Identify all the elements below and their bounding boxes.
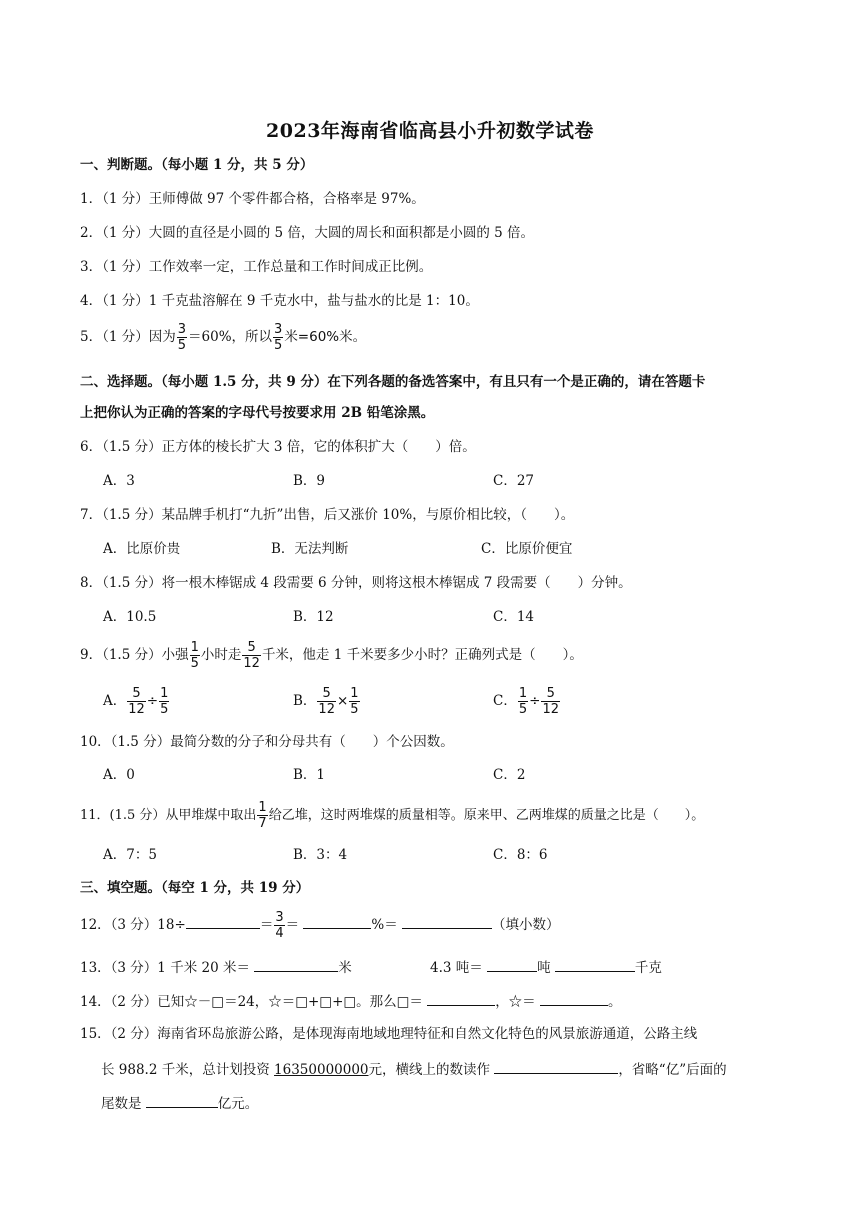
q8-option-a[interactable]: A．10.5 (103, 609, 157, 625)
q13-text-a: 13．（3 分）1 千米 20 米＝ (80, 960, 250, 976)
q15-text-c: ，省略“亿”后面的 (618, 1062, 727, 1078)
q14-text-c: 。 (607, 994, 622, 1010)
q9-b-frac2-den: 5 (350, 702, 359, 717)
section-2-heading-line1: 二、选择题。（每小题 1.5 分，共 9 分）在下列各题的备选答案中，有且只有一个是正确的，请在答题卡 (80, 374, 706, 390)
q14-text-a: 14．（2 分）已知☆－□＝24，☆＝□+□+□。那么□＝ (80, 994, 423, 1010)
q13-blank-2[interactable] (487, 956, 537, 972)
q9-frac1-den: 5 (190, 656, 199, 671)
q11-frac-den: 7 (258, 816, 267, 831)
q12-fraction (274, 910, 284, 941)
question-13-part-2 (430, 956, 662, 978)
q8-option-b[interactable]: B．12 (293, 609, 334, 625)
q11-fraction (257, 800, 267, 831)
q9-c-frac2-den: 12 (542, 702, 559, 717)
q15-text-d: 尾数是 (101, 1096, 142, 1112)
q5-frac2-den: 5 (274, 338, 283, 353)
q5-frac1-den: 5 (177, 338, 187, 353)
q14-blank-2[interactable] (540, 990, 608, 1006)
q9-b-frac1 (317, 686, 336, 717)
q12-text-e: %＝ (371, 917, 398, 933)
q15-blank-2[interactable] (146, 1092, 218, 1108)
q6-option-b[interactable]: B．9 (293, 473, 326, 489)
q11-option-a[interactable]: A．7：5 (103, 847, 157, 863)
q13-text-b: 米 (338, 960, 352, 976)
question-1: 1．（1 分）王师傅做 97 个零件都合格，合格率是 97%。 (80, 191, 425, 207)
q9-c-frac1-den: 5 (518, 702, 528, 717)
q12-text-b: ＝ (259, 917, 274, 933)
q5-fraction-2 (273, 322, 283, 353)
q15-text-a: 长 988.2 千米，总计划投资 (101, 1062, 270, 1078)
q13-blank-1[interactable] (254, 956, 338, 972)
q5-frac2-num: 3 (274, 322, 283, 337)
q9-frac2-num: 5 (242, 640, 261, 656)
q10-option-b[interactable]: B．1 (293, 767, 326, 783)
q9-a-frac1-num: 5 (127, 686, 146, 702)
q5-text-c: 米=60%米。 (284, 329, 367, 345)
question-3: 3．（1 分）工作效率一定，工作总量和工作时间成正比例。 (80, 259, 433, 275)
q13-text-e: 千克 (634, 960, 662, 976)
question-15-line2 (101, 1058, 727, 1080)
question-10: 10．（1.5 分）最简分数的分子和分母共有（ ）个公因数。 (80, 734, 454, 750)
question-2: 2．（1 分）大圆的直径是小圆的 5 倍，大圆的周长和面积都是小圆的 5 倍。 (80, 225, 535, 241)
q9-frac2-den: 12 (243, 656, 260, 671)
q13-text-c: 4.3 吨＝ (430, 960, 483, 976)
q7-option-c[interactable]: C．比原价便宜 (481, 541, 573, 557)
q9-c-operator: ÷ (529, 693, 541, 709)
question-11 (80, 800, 704, 831)
question-13 (80, 956, 352, 978)
q5-fraction-1 (177, 322, 187, 353)
q11-option-c[interactable]: C．8：6 (493, 847, 548, 863)
section-3-heading: 三、填空题。（每空 1 分，共 19 分） (80, 880, 310, 896)
q12-blank-3[interactable] (402, 913, 492, 929)
q9-text-a: 9．（1.5 分）小强 (80, 647, 189, 663)
q9-c-label: C． (493, 693, 517, 709)
q13-blank-3[interactable] (555, 956, 635, 972)
page-title: 2023年海南省临高县小升初数学试卷 (266, 120, 594, 142)
q12-text-a: 12．（3 分）18÷ (80, 917, 186, 933)
q6-option-c[interactable]: C．27 (493, 473, 535, 489)
question-14 (80, 990, 621, 1012)
q9-b-frac1-num: 5 (317, 686, 336, 702)
q8-option-c[interactable]: C．14 (493, 609, 535, 625)
q9-option-a[interactable] (103, 686, 170, 717)
q9-option-b[interactable] (293, 686, 361, 717)
q9-a-frac1-den: 12 (128, 702, 145, 717)
q12-text-c: ＝ (285, 917, 300, 933)
q5-frac1-num: 3 (177, 322, 187, 337)
question-8: 8．（1.5 分）将一根木棒锯成 4 段需要 6 分钟，则将这根木棒锯成 7 段需要（ ）分钟。 (80, 575, 632, 591)
q10-option-a[interactable]: A．0 (103, 767, 135, 783)
q11-option-b[interactable]: B．3：4 (293, 847, 348, 863)
q11-text-a: 11．(1.5 分）从甲堆煤中取出 (80, 808, 257, 823)
q12-text-f: （填小数） (492, 917, 560, 933)
q12-blank-2[interactable] (303, 913, 371, 929)
q9-fraction-1 (190, 640, 200, 671)
q9-b-operator: × (336, 693, 349, 709)
q9-b-frac2 (349, 686, 359, 717)
q9-frac1-num: 1 (190, 640, 199, 655)
q9-a-frac2-den: 5 (160, 702, 169, 717)
section-2-heading-line2: 上把你认为正确的答案的字母代号按要求用 2B 铅笔涂黑。 (80, 405, 435, 421)
q7-option-b[interactable]: B．无法判断 (271, 541, 349, 557)
q12-frac-num: 3 (275, 910, 284, 925)
q9-a-frac2-num: 1 (160, 686, 169, 701)
q5-text-a: 5．（1 分）因为 (80, 329, 176, 345)
q7-option-a[interactable]: A．比原价贵 (103, 541, 181, 557)
q15-blank-1[interactable] (494, 1058, 618, 1074)
q13-text-d: 吨 (537, 960, 551, 976)
q14-blank-1[interactable] (427, 990, 495, 1006)
q9-c-frac2 (541, 686, 560, 717)
q11-text-b: 给乙堆，这时两堆煤的质量相等。原来甲、乙两堆煤的质量之比是（ ）。 (268, 808, 705, 823)
q9-a-operator: ÷ (146, 693, 159, 709)
q9-text-b: 小时走 (200, 647, 242, 663)
q9-a-frac2 (159, 686, 169, 717)
q9-c-frac2-num: 5 (541, 686, 560, 702)
question-4: 4．（1 分）1 千克盐溶解在 9 千克水中，盐与盐水的比是 1：10。 (80, 293, 479, 309)
section-1-heading: 一、判断题。（每小题 1 分，共 5 分） (80, 157, 314, 173)
q9-c-frac1-num: 1 (518, 686, 528, 701)
q11-frac-num: 1 (258, 800, 267, 815)
q9-b-frac1-den: 12 (318, 702, 335, 717)
q15-text-e: 亿元。 (217, 1096, 259, 1112)
q9-b-frac2-num: 1 (350, 686, 359, 701)
question-6: 6．（1.5 分）正方体的棱长扩大 3 倍，它的体积扩大（ ）倍。 (80, 439, 476, 455)
question-5 (80, 322, 366, 353)
q12-frac-den: 4 (275, 926, 284, 941)
q9-a-label: A． (103, 693, 127, 709)
q15-number: 16350000000 (274, 1062, 369, 1078)
q14-text-b: ，☆＝ (495, 994, 536, 1010)
q5-text-b: ＝60%，所以 (188, 329, 273, 345)
question-9 (80, 640, 583, 671)
q9-option-c[interactable] (493, 686, 561, 717)
q6-option-a[interactable]: A．3 (103, 473, 135, 489)
q9-text-c: 千米，他走 1 千米要多少小时？正确列式是（ ）。 (261, 647, 583, 663)
q9-a-frac1 (127, 686, 146, 717)
question-7: 7．（1.5 分）某品牌手机打“九折”出售，后又涨价 10%，与原价相比较，（ ）。 (80, 507, 575, 523)
q10-option-c[interactable]: C．2 (493, 767, 526, 783)
q15-text-b: 元，横线上的数读作 (368, 1062, 491, 1078)
q9-c-frac1 (518, 686, 528, 717)
q9-fraction-2 (242, 640, 261, 671)
q9-b-label: B． (293, 693, 317, 709)
q12-blank-1[interactable] (186, 913, 260, 929)
question-15-line3 (101, 1092, 258, 1114)
question-15-line1: 15．（2 分）海南省环岛旅游公路，是体现海南地域地理特征和自然文化特色的风景旅游通道，公路主线 (80, 1026, 698, 1042)
question-12 (80, 910, 560, 941)
